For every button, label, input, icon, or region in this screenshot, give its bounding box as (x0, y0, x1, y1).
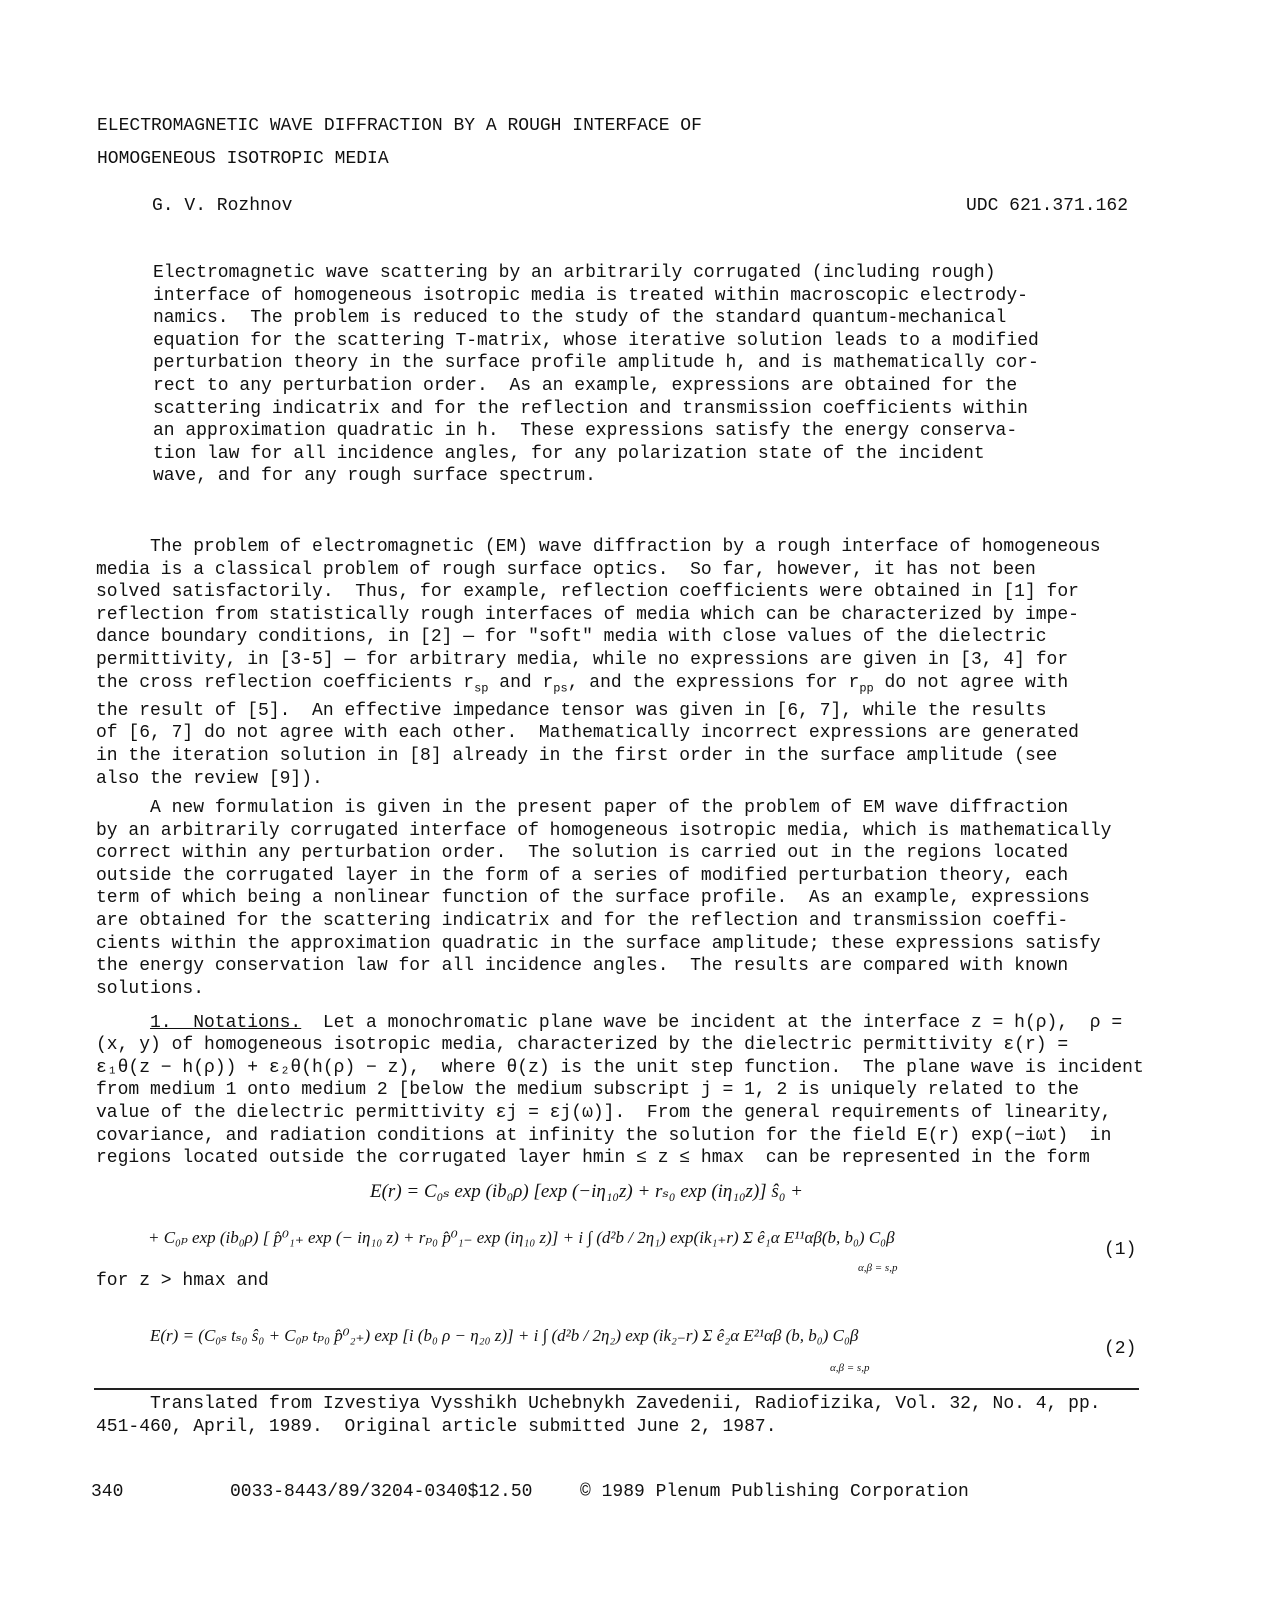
subscript-pp: pp (859, 681, 874, 696)
abstract: Electromagnetic wave scattering by an arbitrarily corrugated (including rough) interface of homogeneous isotropic media is treated within macroscopic electrody- namics. The problem is reduced to the study of the standard quantum-mechanical equation for the scattering T-matrix, whose iterative solution leads to a modified perturbation theory in the surface profile amplitude h, and is mathematically cor- rect to any perturbation order. As an example, expressions are obtained for the scattering indicatrix and for the reflection and transmission coefficients within an approximation quadratic in h. These expressions satisfy the energy conserva- tion law for all incidence angles, for any polarization state of the incident wave, and for any rough surface spectrum. (153, 263, 1039, 487)
para3-line-1: Let a monochromatic plane wave be incident at the interface z = h(ρ), ρ = (301, 1013, 1123, 1033)
equation-2-number: (2) (1104, 1339, 1137, 1359)
para1-mid: and r (488, 672, 554, 693)
copyright: © 1989 Plenum Publishing Corporation (580, 1482, 969, 1502)
page-number: 340 (91, 1482, 124, 1502)
for-z-text: for z > hmax and (96, 1271, 269, 1291)
para1-text: The problem of electromagnetic (EM) wave diffraction by a rough interface of homogeneous media is a classical problem of rough surface optics. So far, however, it has not been solved satisfactorily. Thus, for example, reflection coefficients were obtained in [1] for reflection from statistically rough interfaces of media which can be characterized by impe- dance boundary conditions, in [2] — for "soft" media with close values of the dielectric permittivity, in [3-5] — for arbitrary media, while no expressions are given in [3, 4] for the cross reflection coefficients r (96, 537, 1101, 693)
para3-line-7: regions located outside the corrugated layer hmin ≤ z ≤ hmax can be represented in the form (96, 1148, 1090, 1168)
para1-end: do not agree with the result of [5]. An effective impedance tensor was given in [6, 7], while the results of [6, 7] do not agree with each other. Mathematically incorrect expressions are generated in the iteration solution in [8] already in the first order in the surface amplitude (see also the review [9]). (96, 672, 1079, 789)
article-code: 0033-8443/89/3204-0340$12.50 (230, 1482, 533, 1502)
subscript-ps: ps (553, 681, 568, 696)
paper-title-line-2: HOMOGENEOUS ISOTROPIC MEDIA (97, 149, 389, 169)
equation-2: E(r) = (C₀ₛ tₛ₀ ŝ₀ + C₀ₚ tₚ₀ p̂⁰₂₊) exp [i (b₀ ρ − η₂₀ z)] + i ∫ (d²b / 2η₂) exp (ik₂₋r) Σ ê₂α E²¹αβ (b, b₀) C₀β (150, 1326, 859, 1345)
para3-line-5: value of the dielectric permittivity εj = εj(ω)]. From the general requirements of linearity, (96, 1103, 1112, 1123)
footnote-divider (94, 1388, 1139, 1390)
author: G. V. Rozhnov (152, 196, 293, 216)
equation-1-line-2: + C₀ₚ exp (ib₀ρ) [ p̂⁰₁₊ exp (− iη₁₀ z) + rₚ₀ p̂⁰₁₋ exp (iη₁₀ z)] + i ∫ (d²b / 2η₁) exp(ik₁₊r) Σ ê₁α E¹¹αβ(b, b₀) C₀β (148, 1228, 895, 1247)
section-heading: 1. Notations. (150, 1013, 302, 1033)
equation-1-number: (1) (1104, 1240, 1137, 1260)
equation-1-sum-range: α,β = s,p (858, 1262, 898, 1274)
body-paragraph-3 (96, 1012, 1166, 1035)
subscript-sp: sp (474, 681, 489, 696)
para3-line-3: ε₁θ(z − h(ρ)) + ε₂θ(h(ρ) − z), where θ(z) is the unit step function. The plane wave is incident (96, 1058, 1144, 1078)
para3-line-6: covariance, and radiation conditions at infinity the solution for the field E(r) exp(−iωt) in (96, 1126, 1112, 1146)
translation-footnote: Translated from Izvestiya Vysshikh Uchebnykh Zavedenii, Radiofizika, Vol. 32, No. 4, pp. 451-460, April, 1989. Original article submitted June 2, 1987. (96, 1394, 1101, 1437)
equation-1-line-1: E(r) = C₀ₛ exp (ib₀ρ) [exp (−iη₁₀z) + rₛ₀ exp (iη₁₀z)] ŝ₀ + (370, 1181, 803, 1202)
para3-line-4: from medium 1 onto medium 2 [below the medium subscript j = 1, 2 is uniquely related to the (96, 1080, 1079, 1100)
para3-line-2: (x, y) of homogeneous isotropic media, characterized by the dielectric permittivity ε(r) = (96, 1035, 1069, 1055)
equation-2-sum-range: α,β = s,p (830, 1362, 870, 1374)
para1-mid2: , and the expressions for r (567, 672, 860, 693)
paper-title-line-1: ELECTROMAGNETIC WAVE DIFFRACTION BY A ROUGH INTERFACE OF (97, 116, 702, 136)
body-paragraph-1 (96, 536, 1166, 790)
body-paragraph-2: A new formulation is given in the present paper of the problem of EM wave diffraction by an arbitrarily corrugated interface of homogeneous isotropic media, which is mathematically correct within any perturbation order. The solution is carried out in the regions located outside the corrugated layer in the form of a series of modified perturbation theory, each term of which being a nonlinear function of the surface profile. As an example, expressions are obtained for the scattering indicatrix and for the reflection and transmission coeffi- cients within the approximation quadratic in the surface amplitude; these expressions satisfy the energy conservation law for all incidence angles. The results are compared with known solutions. (96, 798, 1112, 999)
udc-code: UDC 621.371.162 (965, 196, 1128, 216)
